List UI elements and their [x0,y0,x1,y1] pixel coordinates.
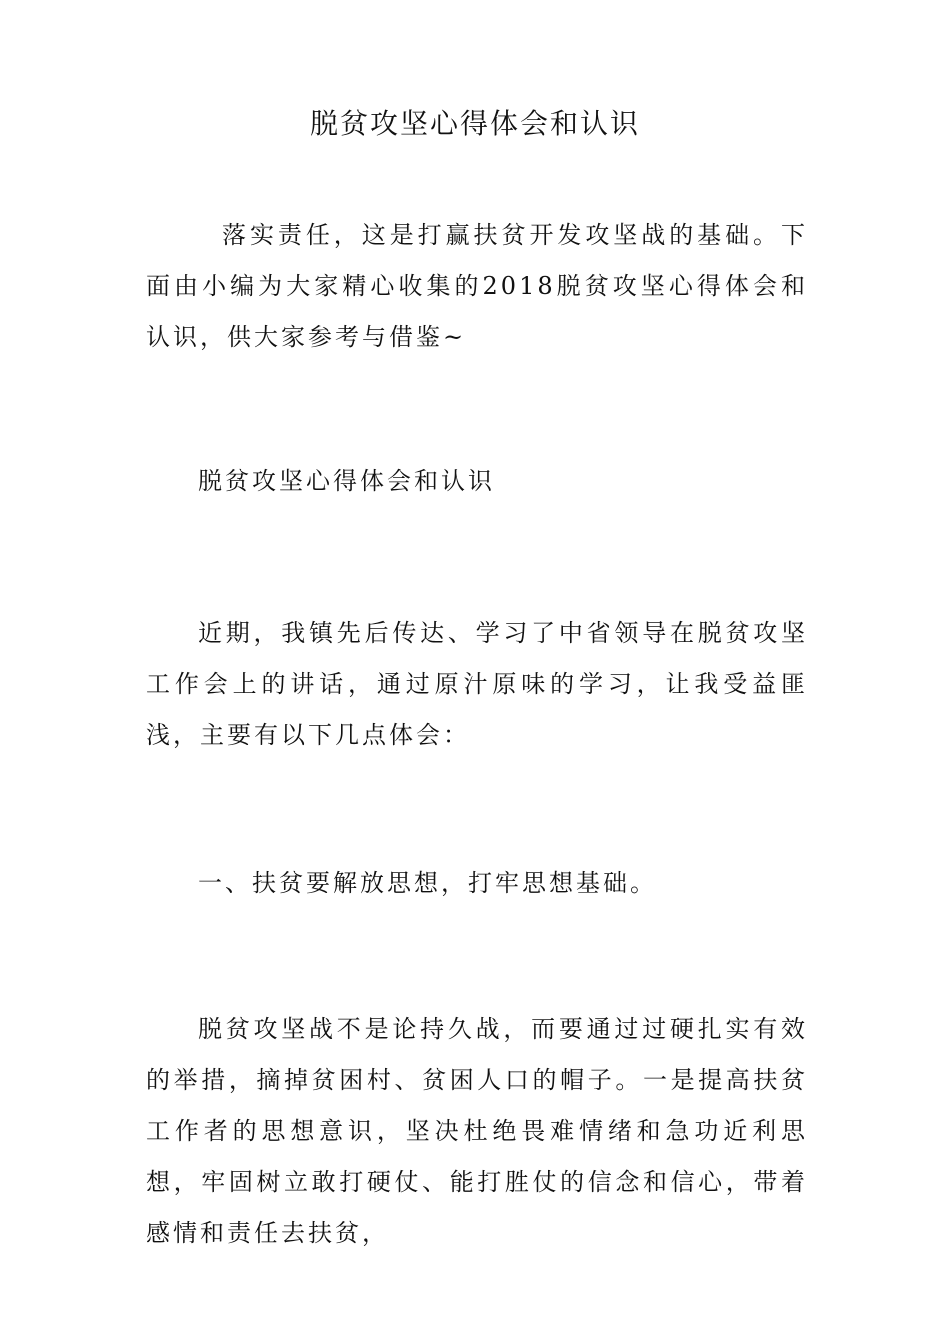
body-paragraph-1: 近期，我镇先后传达、学习了中省领导在脱贫攻坚工作会上的讲话，通过原汁原味的学习，让我受益匪浅，主要有以下几点体会： [146,619,808,749]
section-heading-1: 一、扶贫要解放思想，打牢思想基础。 [198,869,657,897]
body-paragraph-2: 脱贫攻坚战不是论持久战，而要通过过硬扎实有效的举措，摘掉贫困村、贫困人口的帽子。一是提高扶贫工作者的思想意识，坚决杜绝畏难情绪和急功近利思想，牢固树立敢打硬仗、能打胜仗的信念和信心，带着感情和责任去扶贫， [146,1015,808,1247]
document-title: 脱贫攻坚心得体会和认识 [309,107,640,140]
section-subtitle: 脱贫攻坚心得体会和认识 [198,467,495,495]
intro-paragraph: 落实责任，这是打赢扶贫开发攻坚战的基础。下面由小编为大家精心收集的2018脱贫攻坚心得体会和认识，供大家参考与借鉴~ [146,221,808,351]
